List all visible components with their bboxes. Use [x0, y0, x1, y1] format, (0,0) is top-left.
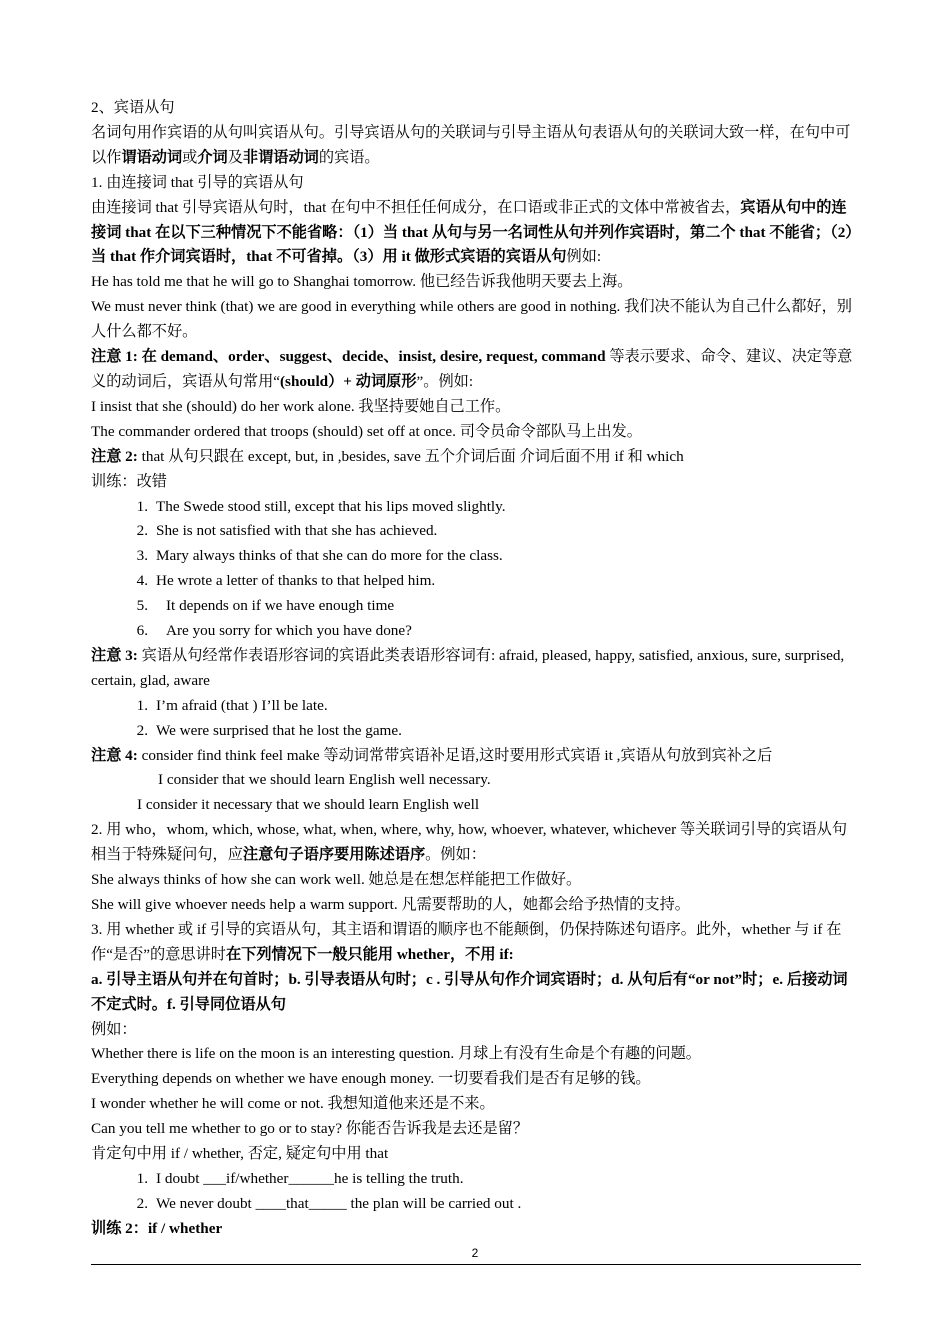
note-label: 注意 3:	[91, 646, 138, 664]
list-text: Mary always thinks of that she can do more for the class.	[156, 547, 503, 565]
subsection-2	[91, 818, 861, 868]
intro-text: 或	[182, 148, 198, 166]
list-item	[91, 619, 861, 644]
page-number: 2	[471, 1246, 479, 1260]
note-text: 宾语从句经常作表语形容词的宾语此类表语形容词有: afraid, pleased, happy, satisfied, anxious, sure, surprised, certain, glad, aware	[91, 646, 845, 689]
list-number: 1.	[136, 497, 148, 515]
list-number: 1.	[136, 696, 148, 714]
note-label: 注意 4:	[91, 746, 138, 764]
note-text: consider find think feel make 等动词常带宾语补足语,这时要用形式宾语 it ,宾语从句放到宾补之后	[137, 746, 773, 764]
intro-text: 名词句用作宾语的从句叫宾语从句。引导宾语从句的关联词与引导主语从句表语从句的关联词大致一样，在句中可以作	[91, 123, 851, 166]
list-number: 4.	[136, 572, 148, 590]
bold-rule: 在下列情况下一般只能用 whether，不用 if:	[225, 945, 514, 963]
example-sentence: She will give whoever needs help a warm support. 凡需要帮助的人，她都会给予热情的支持。	[91, 896, 690, 913]
bold-term: 非谓语动词	[242, 148, 319, 166]
bold-term: (should）+ 动词原形	[280, 372, 417, 390]
list-text: She is not satisfied with that she has achieved.	[156, 522, 438, 540]
note-3-list	[91, 694, 861, 744]
list-number: 5.	[136, 597, 148, 615]
note-3	[91, 644, 861, 694]
list-number: 2.	[136, 721, 148, 739]
intro-text: 的宾语。	[318, 148, 380, 166]
drill-1-list	[91, 495, 861, 644]
list-text: The Swede stood still, except that his lips moved slightly.	[156, 497, 506, 515]
list-number: 6.	[136, 622, 148, 640]
list-number: 2.	[136, 1194, 148, 1212]
list-item	[91, 594, 861, 619]
list-item	[91, 519, 861, 544]
list-item	[91, 694, 861, 719]
example-sentence: Everything depends on whether we have enough money. 一切要看我们是否有足够的钱。	[91, 1070, 651, 1088]
body-text: 。例如：	[425, 846, 486, 864]
example-sentence: He has told me that he will go to Shanghai tomorrow. 他已经告诉我他明天要去上海。	[91, 273, 633, 291]
body-text: 由连接词 that 引导宾语从句时，that 在句中不担任任何成分，在口语或非正式的文体中常被省去，	[91, 198, 741, 216]
list-number: 2.	[136, 522, 148, 540]
example-sentence: I consider it necessary that we should learn English well	[137, 796, 480, 814]
list-item	[91, 544, 861, 569]
fill-in-list	[91, 1167, 861, 1217]
list-item	[91, 719, 861, 744]
note-text: ”。例如:	[416, 372, 474, 390]
intro-paragraph	[91, 121, 861, 171]
section-title: 2、宾语从句	[91, 99, 175, 116]
list-text: We never doubt ____that_____ the plan will be carried out .	[156, 1194, 522, 1212]
bold-rule: 宾语从句中的连接词 that 在以下三种情况下不能省略：（1）当 that 从句与另一名词性从句并列作宾语时，第二个 that 不能省；（2）当 that 作介词宾语时，that 不可省掉。（3）用 it 做形式宾语的宾语从句	[91, 198, 861, 266]
example-sentence: I consider that we should learn English well necessary.	[158, 771, 491, 789]
list-number: 1.	[136, 1169, 148, 1187]
bold-term: 谓语动词	[121, 148, 183, 166]
example-sentence: Whether there is life on the moon is an interesting question. 月球上有没有生命是个有趣的问题。	[91, 1045, 701, 1063]
example-sentence: I insist that she (should) do her work alone. 我坚持要她自己工作。	[91, 397, 511, 415]
subsection-1-body	[91, 196, 861, 271]
note-text: 等表示要求、命令、建议、决定等意义的动词后，宾语从句常用“	[91, 348, 853, 390]
drill-2-title: 训练 2：if / whether	[91, 1219, 223, 1237]
list-item	[91, 569, 861, 594]
body-text: 3. 用 whether 或 if 引导的宾语从句，其主语和谓语的顺序也不能颠倒，仍保持陈述句语序。此外，whether 与 if 在作“是否”的意思讲时	[91, 920, 842, 963]
document-body	[91, 96, 861, 1242]
example-sentence: I wonder whether he will come or not. 我想知道他来还是不来。	[91, 1095, 495, 1113]
list-item	[91, 1167, 861, 1192]
list-item	[91, 1192, 861, 1217]
footer-divider	[91, 1264, 861, 1265]
rule-line: 肯定句中用 if / whether, 否定, 疑定句中用 that	[91, 1145, 389, 1163]
note-text: that 从句只跟在 except, but, in ,besides, save 五个介词后面 介词后面不用 if 和 which	[137, 447, 684, 465]
body-text: 例如:	[566, 248, 602, 266]
example-sentence: We must never think (that) we are good in everything while others are good in nothing. 我们决不能认为自己什么都好，别人什么都不好。	[91, 298, 852, 341]
example-sentence: She always thinks of how she can work well. 她总是在想怎样能把工作做好。	[91, 871, 582, 889]
bold-term: 介词	[197, 148, 228, 166]
list-text: It depends on if we have enough time	[166, 597, 395, 615]
note-label: 注意 2:	[91, 447, 138, 465]
note-1	[91, 345, 861, 395]
note-2	[91, 445, 861, 470]
list-text: We were surprised that he lost the game.	[156, 721, 402, 739]
list-item	[91, 495, 861, 520]
subsection-1-title: 1. 由连接词 that 引导的宾语从句	[91, 173, 304, 191]
example-sentence: Can you tell me whether to go or to stay? 你能否告诉我是去还是留？	[91, 1120, 529, 1138]
body-text: 2. 用 who，whom, which, whose, what, when, where, why, how, whoever, whatever, whichever 等关联词引导的宾语从句相当于特殊疑问句，应	[91, 821, 848, 864]
whether-rules: a. 引导主语从句并在句首时；b. 引导表语从句时；c . 引导从句作介词宾语时；d. 从句后有“or not”时；e. 后接动词不定式时。f. 引导同位语从句	[91, 970, 848, 1013]
list-text: Are you sorry for which you have done?	[166, 622, 412, 640]
example-label: 例如：	[91, 1020, 137, 1038]
example-sentence: The commander ordered that troops (should) set off at once. 司令员命令部队马上出发。	[91, 422, 642, 440]
note-label: 注意 1: 在 demand、order、suggest、decide、insist, desire, request, command	[91, 348, 606, 366]
drill-1-title: 训练：改错	[91, 472, 167, 490]
list-text: I’m afraid (that ) I’ll be late.	[156, 696, 328, 714]
intro-text: 及	[227, 148, 243, 166]
list-number: 3.	[136, 547, 148, 565]
list-text: He wrote a letter of thanks to that helped him.	[156, 572, 436, 590]
bold-rule: 注意句子语序要用陈述语序	[242, 846, 426, 864]
note-4	[91, 744, 861, 769]
subsection-3	[91, 918, 861, 968]
list-text: I doubt ___if/whether______he is telling the truth.	[156, 1169, 464, 1187]
